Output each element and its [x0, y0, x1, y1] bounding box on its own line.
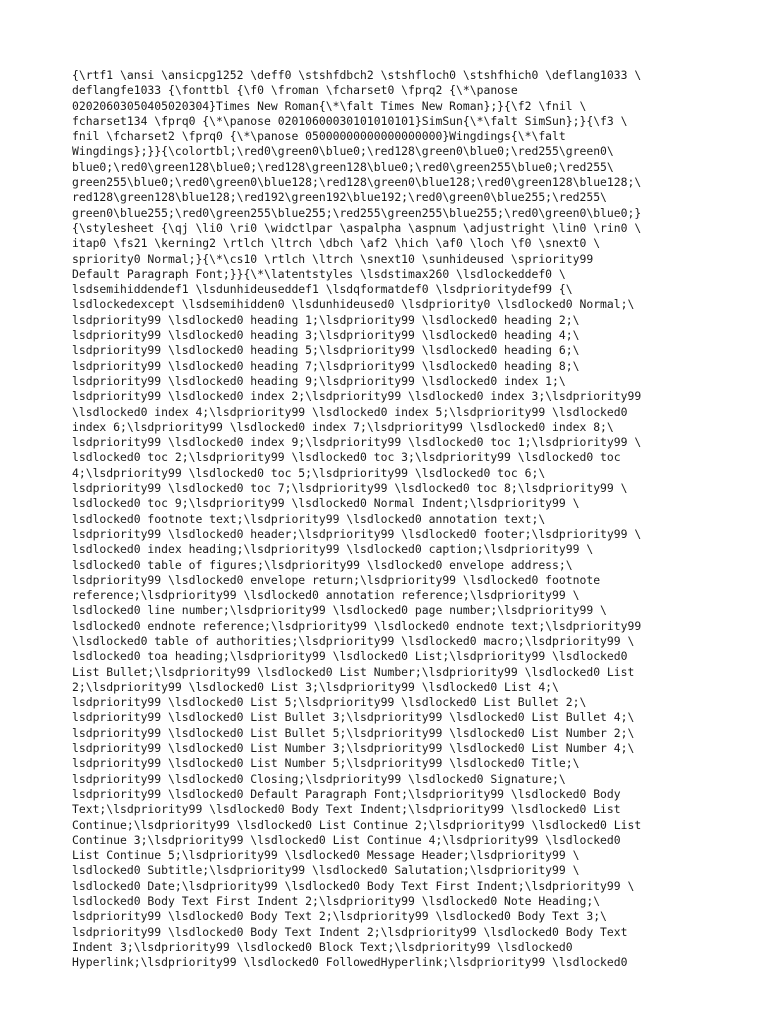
- text-line: lsdpriority99 \lsdlocked0 List Bullet 5;\lsdpriority99 \lsdlocked0 List Number 2;\: [72, 725, 635, 740]
- text-line: lsdpriority99 \lsdlocked0 List Number 3;\lsdpriority99 \lsdlocked0 List Number 4;\: [72, 741, 635, 756]
- text-line: lsdpriority99 \lsdlocked0 Closing;\lsdpriority99 \lsdlocked0 Signature;\: [72, 771, 566, 786]
- text-line: {\rtf1 \ansi \ansicpg1252 \deff0 \stshfdbch2 \stshfloch0 \stshfhich0 \deflang1033 \: [72, 68, 642, 82]
- text-line: lsdpriority99 \lsdlocked0 heading 5;\lsdpriority99 \lsdlocked0 heading 6;\: [72, 343, 580, 358]
- text-line: \lsdlocked0 index 4;\lsdpriority99 \lsdlocked0 index 5;\lsdpriority99 \lsdlocked0: [72, 404, 628, 419]
- text-line: lsdlocked0 toa heading;\lsdpriority99 \lsdlocked0 List;\lsdpriority99 \lsdlocked0: [72, 649, 628, 664]
- text-line: blue0;\red0\green128\blue0;\red128\green128\blue0;\red0\green255\blue0;\red255\: [72, 159, 614, 174]
- text-line: lsdpriority99 \lsdlocked0 header;\lsdpriority99 \lsdlocked0 footer;\lsdpriority99 \: [72, 526, 642, 541]
- text-line: lsdpriority99 \lsdlocked0 heading 9;\lsdpriority99 \lsdlocked0 index 1;\: [72, 373, 566, 388]
- text-line: index 6;\lsdpriority99 \lsdlocked0 index 7;\lsdpriority99 \lsdlocked0 index 8;\: [72, 419, 614, 434]
- text-line: fcharset134 \fprq0 {\*\panose 02010600030101010101}SimSun{\*\falt SimSun};}{\f3 \: [72, 113, 628, 128]
- text-line: lsdlocked0 footnote text;\lsdpriority99 \lsdlocked0 annotation text;\: [72, 511, 546, 526]
- text-line: lsdpriority99 \lsdlocked0 List Number 5;\lsdpriority99 \lsdlocked0 Title;\: [72, 756, 580, 771]
- text-line: lsdpriority99 \lsdlocked0 Body Text 2;\lsdpriority99 \lsdlocked0 Body Text 3;\: [72, 909, 607, 924]
- text-line: reference;\lsdpriority99 \lsdlocked0 annotation reference;\lsdpriority99 \: [72, 588, 580, 603]
- text-line: itap0 \fs21 \kerning2 \rtlch \ltrch \dbch \af2 \hich \af0 \loch \f0 \snext0 \: [72, 236, 601, 251]
- text-line: lsdpriority99 \lsdlocked0 List 5;\lsdpriority99 \lsdlocked0 List Bullet 2;\: [72, 695, 587, 710]
- text-line: Default Paragraph Font;}}{\*\latentstyles \lsdstimax260 \lsdlockeddef0 \: [72, 266, 566, 281]
- text-line: Indent 3;\lsdpriority99 \lsdlocked0 Block Text;\lsdpriority99 \lsdlocked0: [72, 939, 573, 954]
- text-line: lsdlocked0 Body Text First Indent 2;\lsdpriority99 \lsdlocked0 Note Heading;\: [72, 894, 601, 909]
- text-line: lsdpriority99 \lsdlocked0 heading 3;\lsdpriority99 \lsdlocked0 heading 4;\: [72, 328, 580, 343]
- text-line: lsdlocked0 index heading;\lsdpriority99 \lsdlocked0 caption;\lsdpriority99 \: [72, 542, 594, 557]
- text-line: lsdlocked0 table of figures;\lsdpriority99 \lsdlocked0 envelope address;\: [72, 557, 573, 572]
- text-line: Continue 3;\lsdpriority99 \lsdlocked0 List Continue 4;\lsdpriority99 \lsdlocked0: [72, 832, 621, 847]
- text-line: lsdpriority99 \lsdlocked0 heading 1;\lsdpriority99 \lsdlocked0 heading 2;\: [72, 312, 580, 327]
- text-line: lsdlocked0 Subtitle;\lsdpriority99 \lsdlocked0 Salutation;\lsdpriority99 \: [72, 863, 580, 878]
- text-line: lsdsemihiddendef1 \lsdunhideuseddef1 \lsdqformatdef0 \lsdprioritydef99 {\: [72, 282, 573, 297]
- text-line: lsdpriority99 \lsdlocked0 heading 7;\lsdpriority99 \lsdlocked0 heading 8;\: [72, 358, 580, 373]
- text-line: lsdpriority99 \lsdlocked0 List Bullet 3;\lsdpriority99 \lsdlocked0 List Bullet 4;\: [72, 710, 635, 725]
- text-line: lsdlocked0 endnote reference;\lsdpriority99 \lsdlocked0 endnote text;\lsdpriority99: [72, 618, 642, 633]
- text-line: green255\blue0;\red0\green0\blue128;\red128\green0\blue128;\red0\green128\blue128;\: [72, 175, 642, 190]
- text-line: List Bullet;\lsdpriority99 \lsdlocked0 List Number;\lsdpriority99 \lsdlocked0 List: [72, 664, 635, 679]
- text-line: lsdpriority99 \lsdlocked0 envelope return;\lsdpriority99 \lsdlocked0 footnote: [72, 572, 601, 587]
- text-line: Text;\lsdpriority99 \lsdlocked0 Body Text Indent;\lsdpriority99 \lsdlocked0 List: [72, 802, 621, 817]
- text-line: List Continue 5;\lsdpriority99 \lsdlocked0 Message Header;\lsdpriority99 \: [72, 848, 580, 863]
- text-line: lsdpriority99 \lsdlocked0 index 9;\lsdpriority99 \lsdlocked0 toc 1;\lsdpriority99 \: [72, 435, 642, 450]
- text-line: lsdpriority99 \lsdlocked0 Body Text Indent 2;\lsdpriority99 \lsdlocked0 Body Text: [72, 924, 628, 939]
- text-line: deflangfe1033 {\fonttbl {\f0 \froman \fcharset0 \fprq2 {\*\panose: [72, 83, 518, 98]
- text-line: Continue;\lsdpriority99 \lsdlocked0 List Continue 2;\lsdpriority99 \lsdlocked0 List: [72, 817, 642, 832]
- text-line: lsdpriority99 \lsdlocked0 index 2;\lsdpriority99 \lsdlocked0 index 3;\lsdpriority99: [72, 389, 642, 404]
- text-line: lsdpriority99 \lsdlocked0 Default Paragraph Font;\lsdpriority99 \lsdlocked0 Body: [72, 786, 621, 801]
- text-line: red128\green128\blue128;\red192\green192\blue192;\red0\green0\blue255;\red255\: [72, 190, 607, 205]
- text-line: lsdlockedexcept \lsdsemihidden0 \lsdunhideused0 \lsdpriority0 \lsdlocked0 Normal;\: [72, 297, 635, 312]
- text-line: \lsdlocked0 table of authorities;\lsdpriority99 \lsdlocked0 macro;\lsdpriority99 \: [72, 633, 635, 648]
- text-line: 4;\lsdpriority99 \lsdlocked0 toc 5;\lsdpriority99 \lsdlocked0 toc 6;\: [72, 465, 546, 480]
- text-line: Wingdings};}}{\colortbl;\red0\green0\blue0;\red128\green0\blue0;\red255\green0\: [72, 144, 614, 159]
- text-line: lsdlocked0 toc 9;\lsdpriority99 \lsdlocked0 Normal Indent;\lsdpriority99 \: [72, 496, 580, 511]
- text-line: 2;\lsdpriority99 \lsdlocked0 List 3;\lsdpriority99 \lsdlocked0 List 4;\: [72, 679, 559, 694]
- text-line: {\stylesheet {\qj \li0 \ri0 \widctlpar \aspalpha \aspnum \adjustright \lin0 \rin0 \: [72, 220, 642, 235]
- text-line: green0\blue255;\red0\green255\blue255;\red255\green255\blue255;\red0\green0\blue0;}: [72, 205, 642, 220]
- text-line: Hyperlink;\lsdpriority99 \lsdlocked0 FollowedHyperlink;\lsdpriority99 \lsdlocked0: [72, 955, 628, 970]
- rtf-source-text: [72, 68, 702, 971]
- text-line: 02020603050405020304}Times New Roman{\*\falt Times New Roman};}{\f2 \fnil \: [72, 98, 587, 113]
- text-line: spriority0 Normal;}{\*\cs10 \rtlch \ltrch \snext10 \sunhideused \spriority99: [72, 251, 594, 266]
- text-line: lsdlocked0 line number;\lsdpriority99 \lsdlocked0 page number;\lsdpriority99 \: [72, 603, 607, 618]
- text-line: lsdlocked0 Date;\lsdpriority99 \lsdlocked0 Body Text First Indent;\lsdpriority99 \: [72, 878, 635, 893]
- text-line: lsdpriority99 \lsdlocked0 toc 7;\lsdpriority99 \lsdlocked0 toc 8;\lsdpriority99 \: [72, 481, 628, 496]
- text-line: fnil \fcharset2 \fprq0 {\*\panose 05000000000000000000}Wingdings{\*\falt: [72, 129, 566, 144]
- text-line: lsdlocked0 toc 2;\lsdpriority99 \lsdlocked0 toc 3;\lsdpriority99 \lsdlocked0 toc: [72, 450, 621, 465]
